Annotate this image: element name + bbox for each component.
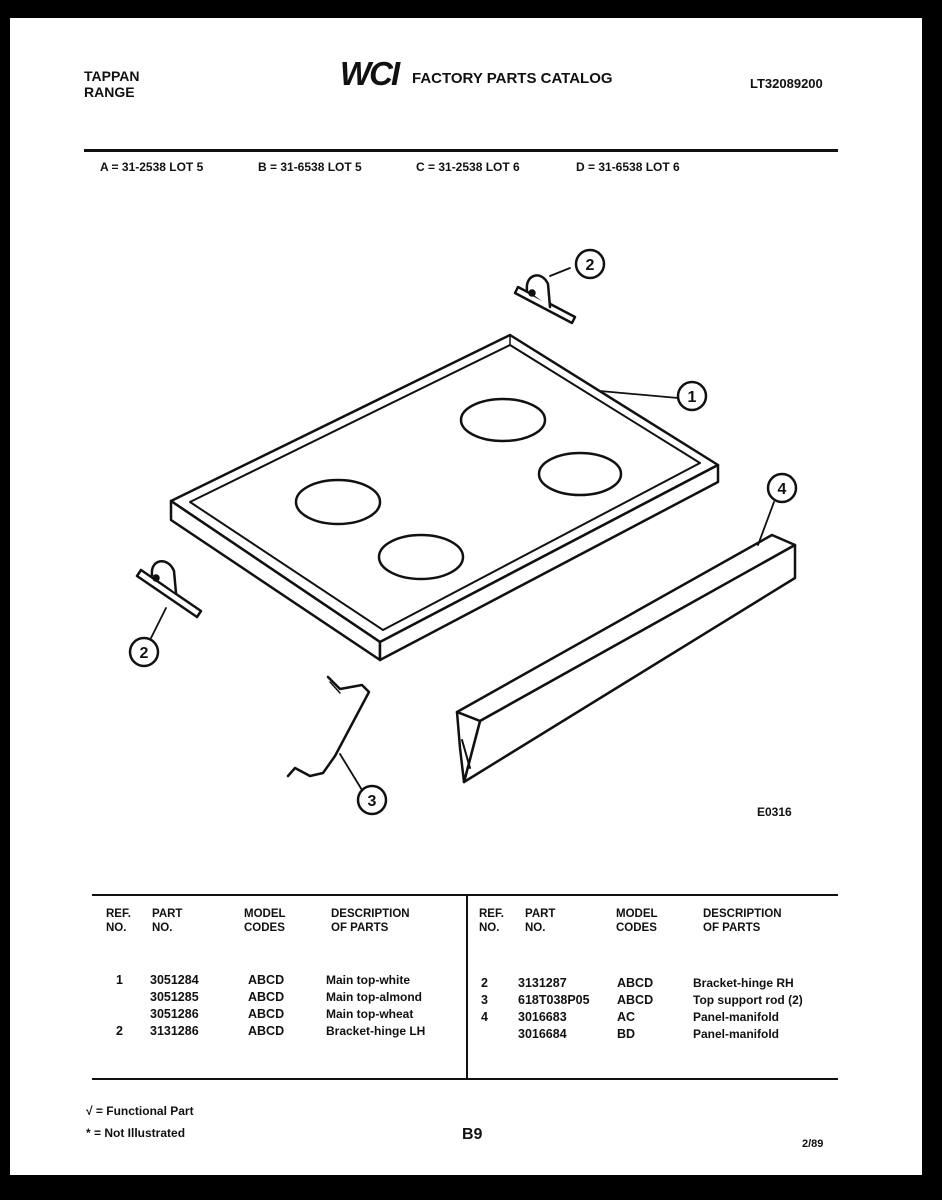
header-description: DESCRIPTION OF PARTS	[703, 908, 782, 934]
model-code-c: C = 31-2538 LOT 6	[416, 160, 520, 174]
left-part-column: 3051284 3051285 3051286 3131286	[150, 973, 199, 1038]
header-description: DESCRIPTION OF PARTS	[331, 908, 410, 934]
callout-label: 1	[687, 389, 697, 406]
left-description-column: Main top-white Main top-almond Main top-wheat Bracket-hinge LH	[326, 973, 426, 1038]
brand-line-1: TAPPAN	[84, 68, 140, 84]
model-code-a: A = 31-2538 LOT 5	[100, 160, 204, 174]
callout-label: 3	[367, 793, 377, 810]
left-model-column: ABCD ABCD ABCD ABCD	[248, 973, 285, 1038]
table-divider	[466, 894, 468, 1080]
header-ref-no: REF. NO.	[106, 908, 131, 934]
right-part-column: 3131287 618T038P05 3016683 3016684	[518, 976, 590, 1041]
header-part-no: PART NO.	[152, 908, 183, 934]
top-support-rod-part	[288, 677, 369, 776]
page-number: B9	[462, 1126, 483, 1143]
callout-label: 2	[139, 645, 149, 662]
wci-logo: WCI	[340, 55, 399, 92]
right-description-column: Bracket-hinge RH Top support rod (2) Panel-manifold Panel-manifold	[693, 976, 803, 1041]
callout-label: 4	[777, 481, 787, 498]
bracket-hinge-lh-part	[137, 561, 201, 617]
functional-part-legend: √ = Functional Part	[86, 1104, 194, 1118]
right-ref-column: 2 3 4	[481, 976, 488, 1024]
header-model-codes: MODEL CODES	[616, 908, 658, 934]
model-code-b: B = 31-6538 LOT 5	[258, 160, 362, 174]
left-ref-column: 1 2	[116, 973, 123, 1038]
bracket-hinge-rh-part	[515, 275, 575, 323]
callout-label: 2	[585, 257, 595, 274]
model-number: LT32089200	[750, 76, 823, 91]
brand-line-2: RANGE	[84, 84, 135, 100]
not-illustrated-legend: * = Not Illustrated	[86, 1126, 186, 1140]
exploded-parts-diagram	[10, 18, 922, 858]
table-top-rule	[92, 894, 838, 896]
catalog-title: FACTORY PARTS CATALOG	[412, 70, 613, 87]
table-bottom-rule	[92, 1078, 838, 1080]
parts-catalog-page	[10, 18, 922, 1175]
right-model-column: ABCD ABCD AC BD	[617, 976, 654, 1041]
model-code-d: D = 31-6538 LOT 6	[576, 160, 680, 174]
revision-date: 2/89	[802, 1138, 824, 1150]
header-part-no: PART NO.	[525, 908, 556, 934]
header-model-codes: MODEL CODES	[244, 908, 286, 934]
figure-code: E0316	[757, 805, 792, 819]
header-ref-no: REF. NO.	[479, 908, 504, 934]
